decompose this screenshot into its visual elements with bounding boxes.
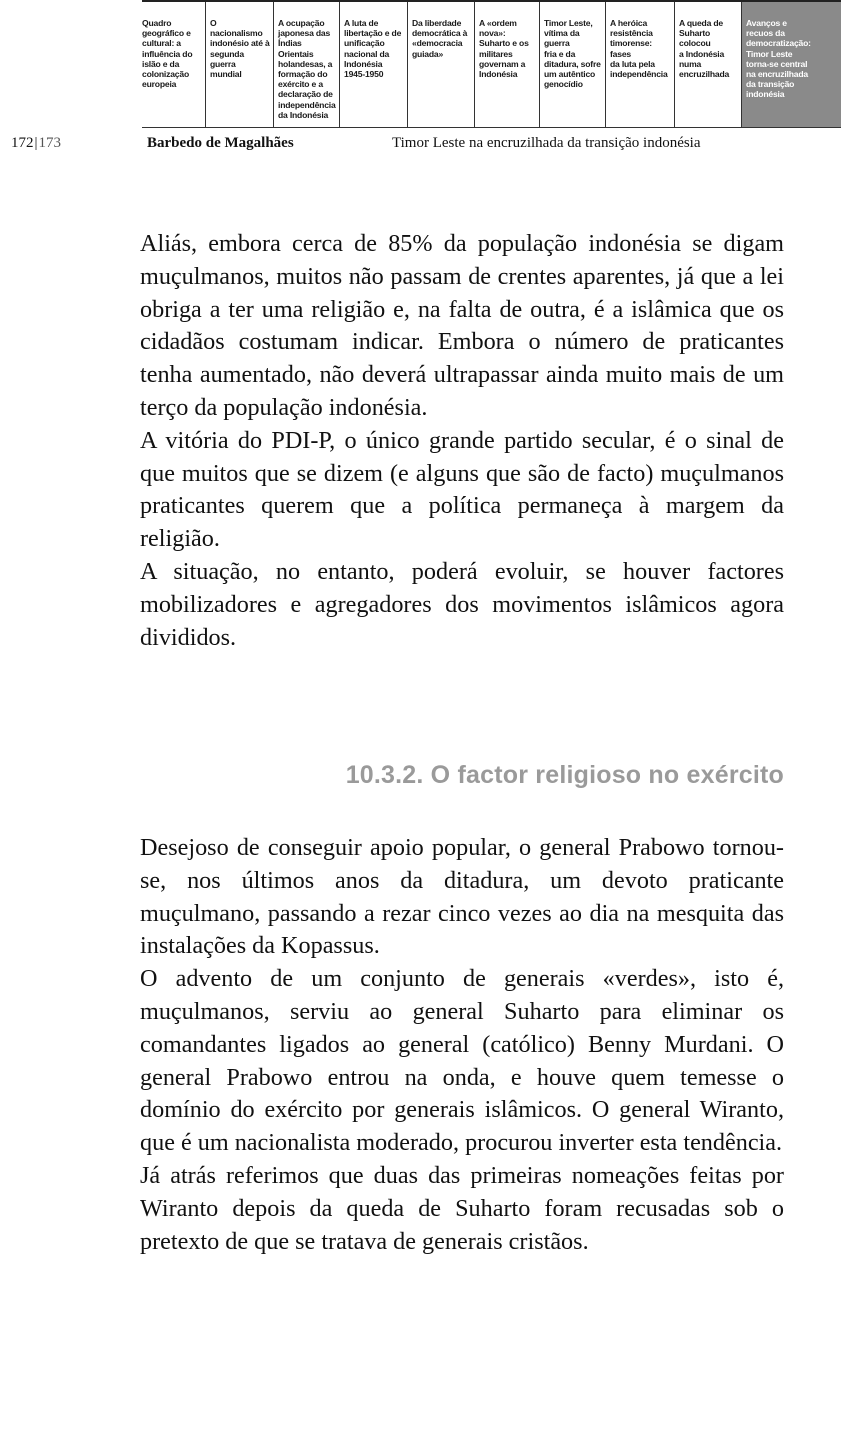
body-text-before-heading — [140, 228, 784, 654]
author-name: Barbedo de Magalhães — [147, 135, 294, 151]
nav-cell-chapter-6[interactable]: A «ordem nova»: Suharto e os militares governam a Indonésia — [474, 2, 539, 127]
nav-cell-chapter-4[interactable]: A luta de libertação e de unificação nacional da Indonésia 1945-1950 — [339, 2, 407, 127]
running-head — [0, 135, 841, 157]
paragraph: Desejoso de conseguir apoio popular, o general Prabowo tornou-se, nos últimos anos da ditadura, um devoto praticante muçulmano, passando a rezar cinco vezes ao dia na mesquita das instalações da Kopassus. — [140, 834, 784, 960]
page-number-current: 172 — [11, 135, 34, 151]
nav-cell-chapter-2[interactable]: O nacionalismo indonésio até à segunda guerra mundial — [205, 2, 273, 127]
paragraph: Aliás, embora cerca de 85% da população indonésia se digam muçulmanos, muitos não passam de crentes aparentes, já que a lei obriga a ter uma religião e, na falta de outra, é a islâmica que os cidadãos costumam indicar. Embora o número de praticantes tenha aumentado, não deverá ultrapassar ainda muito mais de um terço da população indonésia. — [140, 230, 784, 421]
chapter-navigation-strip — [142, 0, 841, 128]
page-number-separator: | — [34, 135, 38, 151]
paragraph: A situação, no entanto, poderá evoluir, se houver factores mobilizadores e agregadores dos movimentos islâmicos agora divididos. — [140, 557, 784, 651]
book-title: Timor Leste na encruzilhada da transição indonésia — [392, 135, 701, 151]
nav-cell-chapter-9[interactable]: A queda de Suharto colocou a Indonésia numa encruzilhada — [674, 2, 741, 127]
paragraph: A vitória do PDI-P, o único grande partido secular, é o sinal de que muitos que se dizem (e alguns que são de facto) muçulmanos praticantes querem que a política permaneça à margem da religião. — [140, 426, 784, 553]
paragraph: O advento de um conjunto de generais «verdes», isto é, muçulmanos, serviu ao general Suharto para eliminar os comandantes ligados ao general (católico) Benny Murdani. O general Prabowo entrou na onda, e houve quem temesse o domínio do exército por generais islâmicos. O general Wiranto, que é um nacionalista moderado, procurou inverter esta tendência. — [140, 965, 784, 1157]
nav-cell-chapter-7[interactable]: Timor Leste, vítima da guerra fria e da ditadura, sofre um autêntico genocídio — [539, 2, 605, 127]
page-numbers — [11, 135, 61, 152]
nav-cell-chapter-3[interactable]: A ocupação japonesa das Índias Orientais holandesas, a formação do exército e a declaração de independência da Indonésia — [273, 2, 339, 127]
page-number-next: 173 — [38, 135, 62, 151]
paragraph: Já atrás referimos que duas das primeiras nomeações feitas por Wiranto depois da queda de Suharto foram recusadas sob o pretexto de que se tratava de generais cristãos. — [140, 1161, 784, 1255]
body-text-after-heading — [140, 832, 784, 1258]
nav-cell-chapter-5[interactable]: Da liberdade democrática à «democracia guiada» — [407, 2, 474, 127]
nav-cell-chapter-10-active[interactable]: Avanços e recuos da democratização: Timor Leste torna-se central na encruzilhada da transição indonésia — [741, 2, 841, 127]
section-heading: 10.3.2. O factor religioso no exército — [345, 761, 784, 789]
nav-cell-chapter-1[interactable]: Quadro geográfico e cultural: a influência do islão e da colonização europeia — [142, 18, 193, 90]
nav-cell-chapter-8[interactable]: A heróica resistência timorense: fases da luta pela independência — [605, 2, 674, 127]
